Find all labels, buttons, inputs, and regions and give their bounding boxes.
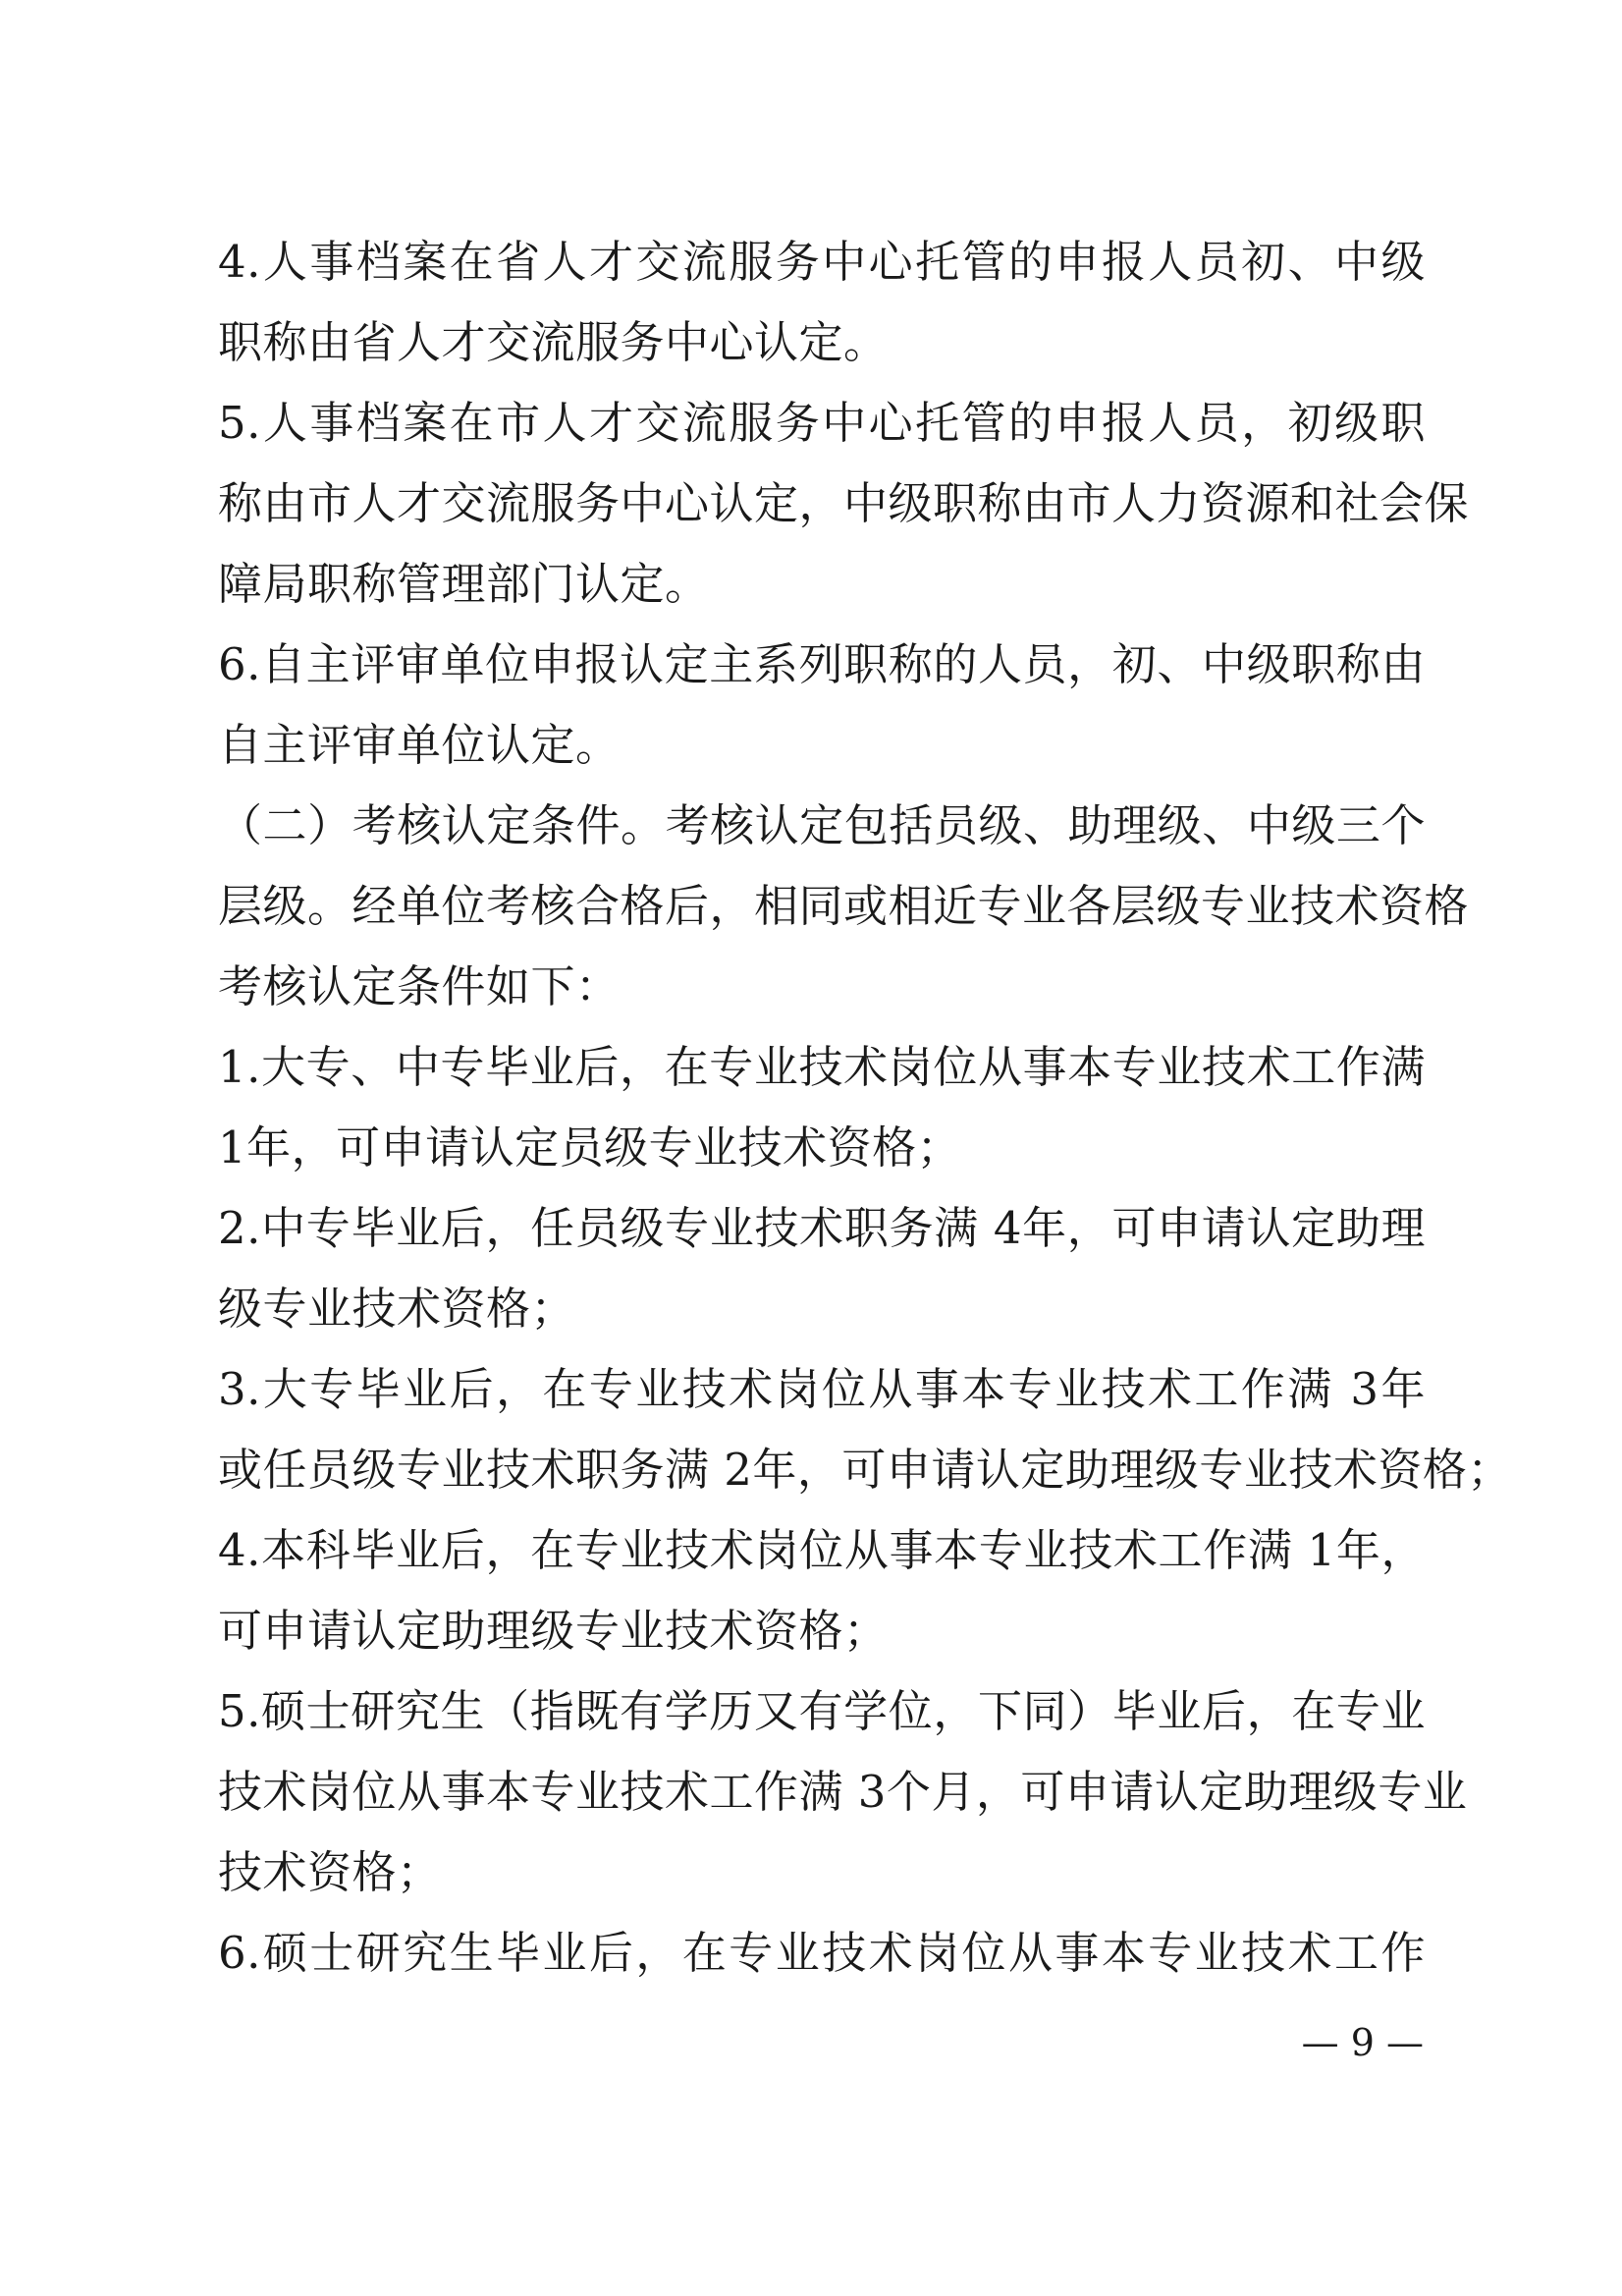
- text-line: （二）考核认定条件。考核认定包括员级、助理级、中级三个: [218, 799, 1426, 851]
- text-line: 3.大专毕业后，在专业技术岗位从事本专业技术工作满 3年: [218, 1363, 1426, 1415]
- text-line: 技术资格；: [218, 1846, 442, 1898]
- text-line: 4.本科毕业后，在专业技术岗位从事本专业技术工作满 1年，: [218, 1524, 1426, 1576]
- text-line: 6.硕士研究生毕业后，在专业技术岗位从事本专业技术工作: [218, 1927, 1426, 1979]
- text-line: 6.自主评审单位申报认定主系列职称的人员，初、中级职称由: [218, 638, 1426, 690]
- text-line: 级专业技术资格；: [218, 1283, 576, 1335]
- section-2-assessment-conditions: [218, 786, 1470, 1027]
- text-line: 或任员级专业技术职务满 2年，可申请认定助理级专业技术资格；: [218, 1444, 1512, 1496]
- condition-2: [218, 1188, 1426, 1349]
- text-line: 可申请认定助理级专业技术资格；: [218, 1605, 889, 1657]
- condition-3: [218, 1349, 1512, 1510]
- condition-4: [218, 1510, 1426, 1671]
- condition-5: [218, 1671, 1468, 1913]
- text-line: 技术岗位从事本专业技术工作满 3个月，可申请认定助理级专业: [218, 1766, 1468, 1818]
- condition-6: [218, 1913, 1426, 1994]
- paragraph-4-archive-province: [218, 222, 1426, 383]
- page-number: — 9 —: [1301, 2021, 1424, 2064]
- text-line: 5.硕士研究生（指既有学历又有学位，下同）毕业后，在专业: [218, 1685, 1426, 1737]
- paragraph-6-self-review: [218, 625, 1426, 786]
- document-body: [218, 222, 1512, 1994]
- paragraph-5-archive-city: [218, 383, 1470, 625]
- text-line: 职称由省人才交流服务中心认定。: [218, 316, 889, 368]
- text-line: 考核认定条件如下：: [218, 960, 621, 1012]
- text-line: 层级。经单位考核合格后，相同或相近专业各层级专业技术资格: [218, 880, 1470, 932]
- text-line: 1年，可申请认定员级专业技术资格；: [218, 1121, 962, 1174]
- text-line: 5.人事档案在市人才交流服务中心托管的申报人员，初级职: [218, 397, 1426, 449]
- text-line: 障局职称管理部门认定。: [218, 558, 710, 610]
- text-line: 称由市人才交流服务中心认定，中级职称由市人力资源和社会保: [218, 477, 1470, 529]
- text-line: 自主评审单位认定。: [218, 719, 621, 771]
- condition-1: [218, 1027, 1426, 1188]
- text-line: 1.大专、中专毕业后，在专业技术岗位从事本专业技术工作满: [218, 1041, 1426, 1093]
- text-line: 2.中专毕业后，任员级专业技术职务满 4年，可申请认定助理: [218, 1202, 1426, 1254]
- text-line: 4.人事档案在省人才交流服务中心托管的申报人员初、中级: [218, 236, 1426, 288]
